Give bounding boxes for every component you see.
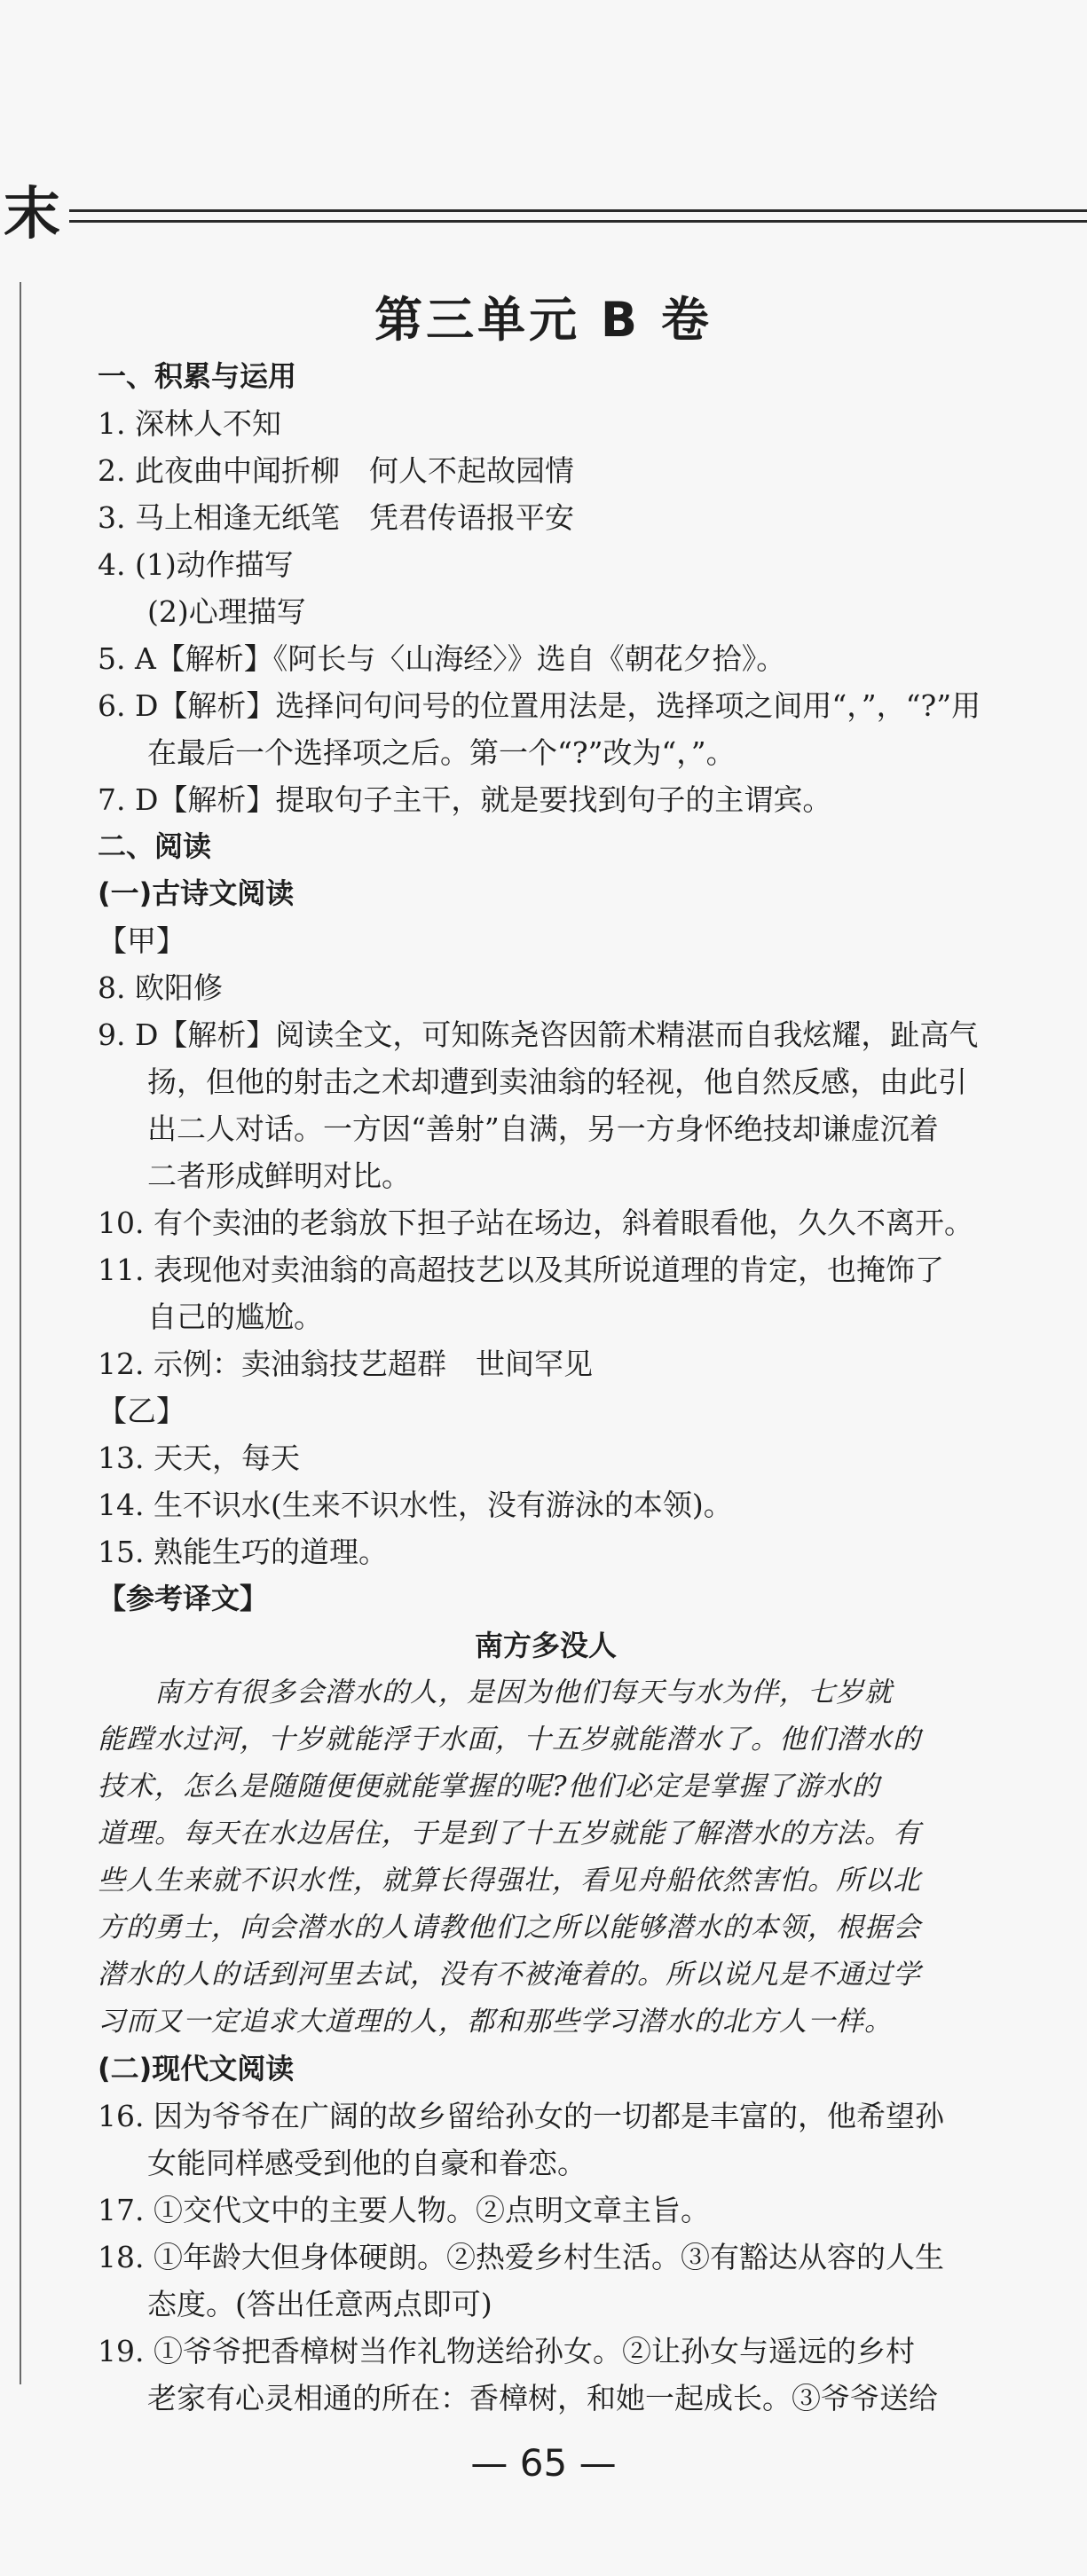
passage-label: 【甲】	[98, 923, 185, 958]
answer-line: 女能同样感受到他的自豪和眷恋。	[147, 2146, 587, 2180]
answer-line: 4. (1)动作描写	[98, 547, 294, 582]
answer-line: 7. D【解析】提取句子主干，就是要找到句子的主谓宾。	[98, 782, 832, 817]
translation-line: 技术，怎么是随随便便就能掌握的呢?他们必定是掌握了游水的	[98, 1771, 880, 1802]
translation-line: 道理。每天在水边居住，于是到了十五岁就能了解潜水的方法。有	[98, 1818, 921, 1850]
left-margin-line	[20, 282, 21, 2384]
subsection-heading: (二)现代文阅读	[98, 2052, 295, 2085]
answer-line: 11. 表现他对卖油翁的高超技艺以及其所说道理的肯定，也掩饰了	[98, 1253, 944, 1287]
answer-line: 老家有心灵相通的所在：香樟树，和她一起成长。③爷爷送给	[147, 2381, 938, 2415]
translation-line: 潜水的人的话到河里去试，没有不被淹着的。所以说凡是不通过学	[98, 1959, 921, 1991]
answer-line: 二者形成鲜明对比。	[147, 1158, 411, 1193]
translation-line: 能蹚水过河，十岁就能浮于水面，十五岁就能潜水了。他们潜水的	[98, 1724, 921, 1755]
answer-content	[98, 353, 994, 2422]
answer-line: 8. 欧阳修	[98, 970, 223, 1005]
translation-line: 些人生来就不识水性，就算长得强壮，看见舟船依然害怕。所以北	[98, 1865, 921, 1897]
section-tab-char: 末	[4, 182, 60, 247]
header-rule-top	[69, 209, 1087, 212]
section-heading: 二、阅读	[98, 829, 212, 863]
answer-line: 扬，但他的射击之术却遭到卖油翁的轻视，他自然反感，由此引	[147, 1064, 967, 1099]
answer-line: 12. 示例：卖油翁技艺超群 世间罕见	[98, 1347, 593, 1381]
answer-line: 15. 熟能生巧的道理。	[98, 1535, 388, 1569]
reference-translation-heading: 【参考译文】	[98, 1582, 269, 1615]
page-title: 第三单元 B 卷	[374, 292, 713, 348]
passage-label: 【乙】	[98, 1394, 185, 1428]
page-header	[0, 182, 1087, 248]
answer-line: (2)心理描写	[147, 594, 306, 629]
answer-line: 2. 此夜曲中闻折柳 何人不起故园情	[98, 453, 574, 488]
translation-line: 习而又一定追求大道理的人，都和那些学习潜水的北方人一样。	[98, 2006, 893, 2038]
answer-line: 16. 因为爷爷在广阔的故乡留给孙女的一切都是丰富的，他希望孙	[98, 2099, 944, 2133]
answer-line: 13. 天天，每天	[98, 1441, 300, 1475]
answer-line: 态度。(答出任意两点即可)	[147, 2287, 492, 2321]
answer-line: 1. 深林人不知	[98, 406, 281, 441]
answer-line: 14. 生不识水(生来不识水性，没有游泳的本领)。	[98, 1488, 733, 1522]
translation-line: 方的勇士，向会潜水的人请教他们之所以能够潜水的本领，根据会	[98, 1912, 921, 1944]
answer-line: 3. 马上相逢无纸笔 凭君传语报平安	[98, 500, 574, 535]
answer-line: 19. ①爷爷把香樟树当作礼物送给孙女。②让孙女与遥远的乡村	[98, 2334, 915, 2368]
answer-line: 17. ①交代文中的主要人物。②点明文章主旨。	[98, 2193, 710, 2227]
translation-title: 南方多没人	[474, 1629, 617, 1662]
answer-line: 出二人对话。一方因“善射”自满，另一方身怀绝技却谦虚沉着	[147, 1111, 939, 1146]
answer-line: 自己的尴尬。	[147, 1300, 323, 1334]
answer-line: 18. ①年龄大但身体硬朗。②热爱乡村生活。③有豁达从容的人生	[98, 2240, 944, 2274]
answer-line: 6. D【解析】选择问句问号的位置用法是，选择项之间用“，”，“?”用	[98, 688, 981, 723]
answer-line: 9. D【解析】阅读全文，可知陈尧咨因箭术精湛而自我炫耀，趾高气	[98, 1017, 979, 1052]
answer-line: 5. A【解析】《阿长与〈山海经〉》选自《朝花夕拾》。	[98, 641, 786, 676]
subsection-heading: (一)古诗文阅读	[98, 876, 295, 910]
answer-line: 在最后一个选择项之后。第一个“?”改为“，”。	[147, 735, 736, 770]
header-rule-bottom	[69, 220, 1087, 223]
answer-line: 10. 有个卖油的老翁放下担子站在场边，斜着眼看他，久久不离开。	[98, 1206, 973, 1240]
section-heading: 一、积累与运用	[98, 359, 297, 393]
page-number: — 65 —	[470, 2441, 617, 2485]
translation-line: 南方有很多会潜水的人，是因为他们每天与水为伴，七岁就	[154, 1677, 893, 1708]
